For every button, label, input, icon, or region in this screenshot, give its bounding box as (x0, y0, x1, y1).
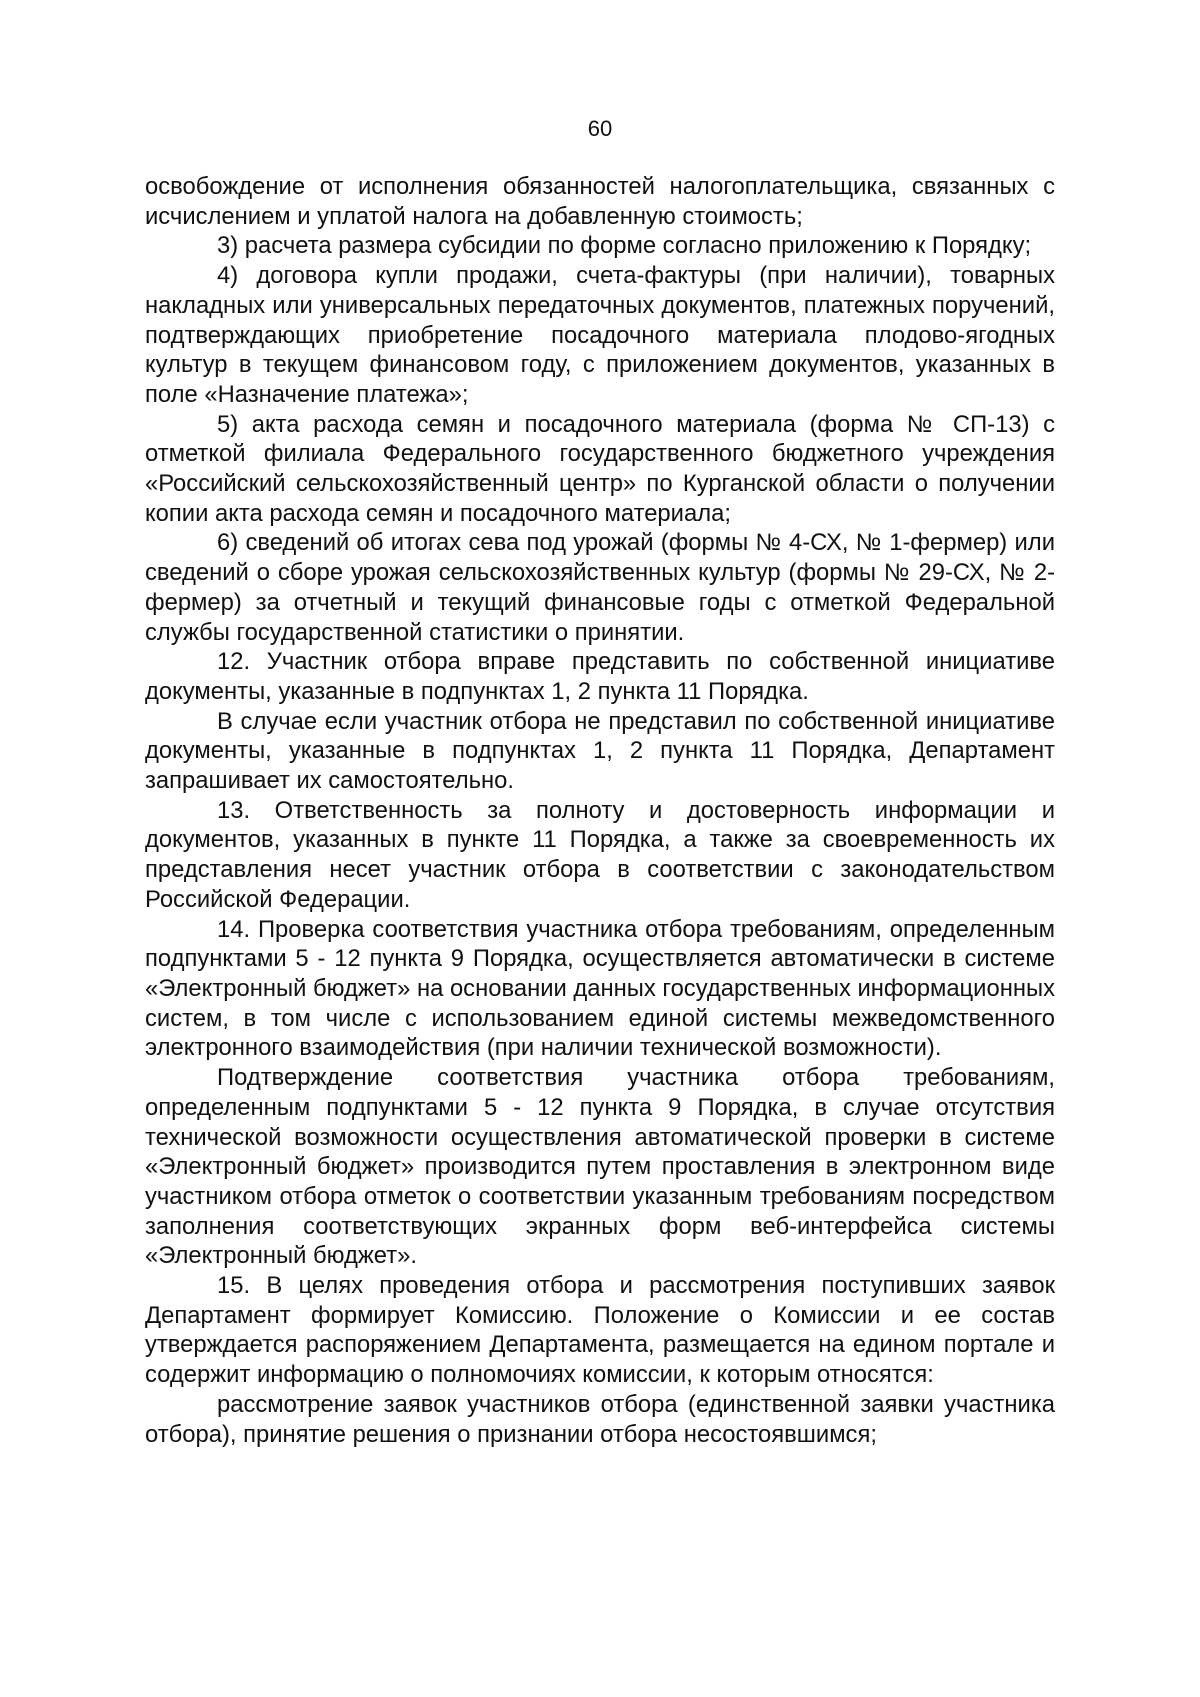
paragraph: рассмотрение заявок участников отбора (единственной заявки участника отбора), принятие решения о признании отбора несостоявшимся; (145, 1390, 1055, 1448)
paragraph: В случае если участник отбора не представил по собственной инициативе документы, указанные в подпунктах 1, 2 пункта 11 Порядка, Департамент запрашивает их самостоятельно. (145, 707, 1055, 795)
paragraph: 13. Ответственность за полноту и достоверность информации и документов, указанных в пункте 11 Порядка, а также за своевременность их представления несет участник отбора в соответствии с законодательством Российской Федерации. (145, 796, 1055, 913)
paragraph: освобождение от исполнения обязанностей налогоплательщика, связанных с исчислением и уплатой налога на добавленную стоимость; (145, 173, 1055, 230)
paragraph: 4) договора купли продажи, счета-фактуры (при наличии), товарных накладных или универсальных передаточных документов, платежных поручений, подтверждающих приобретение посадочного материала плодово-ягодных культур в текущем финансовом году, с приложением документов, указанных в поле «Назначение платежа»; (145, 262, 1055, 408)
paragraph: 12. Участник отбора вправе представить по собственной инициативе документы, указанные в подпунктах 1, 2 пункта 11 Порядка. (145, 648, 1055, 705)
paragraph: 6) сведений об итогах сева под урожай (формы № 4-СХ, № 1-фермер) или сведений о сборе урожая сельскохозяйственных культур (формы № 29-СХ, № 2-фермер) за отчетный и текущий финансовые годы с отметкой Федеральной службы государственной статистики о принятии. (145, 529, 1055, 646)
page-number: 60 (587, 116, 613, 141)
document-body (145, 172, 1055, 1449)
paragraph: 14. Проверка соответствия участника отбора требованиям, определенным подпунктами 5 - 12 пункта 9 Порядка, осуществляется автоматически в системе «Электронный бюджет» на основании данных государственных информационных систем, в том числе с использованием единой системы межведомственного электронного взаимодействия (при наличии технической возможности). (145, 915, 1055, 1062)
paragraph: 15. В целях проведения отбора и рассмотрения поступивших заявок Департамент формирует Комиссию. Положение о Комиссии и ее состав утверждается распоряжением Департамента, размещается на едином портале и содержит информацию о полномочиях комиссии, к которым относятся: (145, 1272, 1055, 1389)
paragraph: Подтверждение соответствия участника отбора требованиям, определенным подпунктами 5 - 12 пункта 9 Порядка, в случае отсутствия технической возможности осуществления автоматической проверки в системе «Электронный бюджет» производится путем проставления в электронном виде участником отбора отметок о соответствии указанным требованиям посредством заполнения соответствующих экранных форм веб-интерфейса системы «Электронный бюджет». (145, 1064, 1055, 1270)
paragraph: 3) расчета размера субсидии по форме согласно приложению к Порядку; (217, 232, 1032, 260)
paragraph: 5) акта расхода семян и посадочного материала (форма № СП-13) с отметкой филиала Федерального государственного бюджетного учреждения «Российский сельскохозяйственный центр» по Курганской области о получении копии акта расхода семян и посадочного материала; (145, 410, 1055, 527)
